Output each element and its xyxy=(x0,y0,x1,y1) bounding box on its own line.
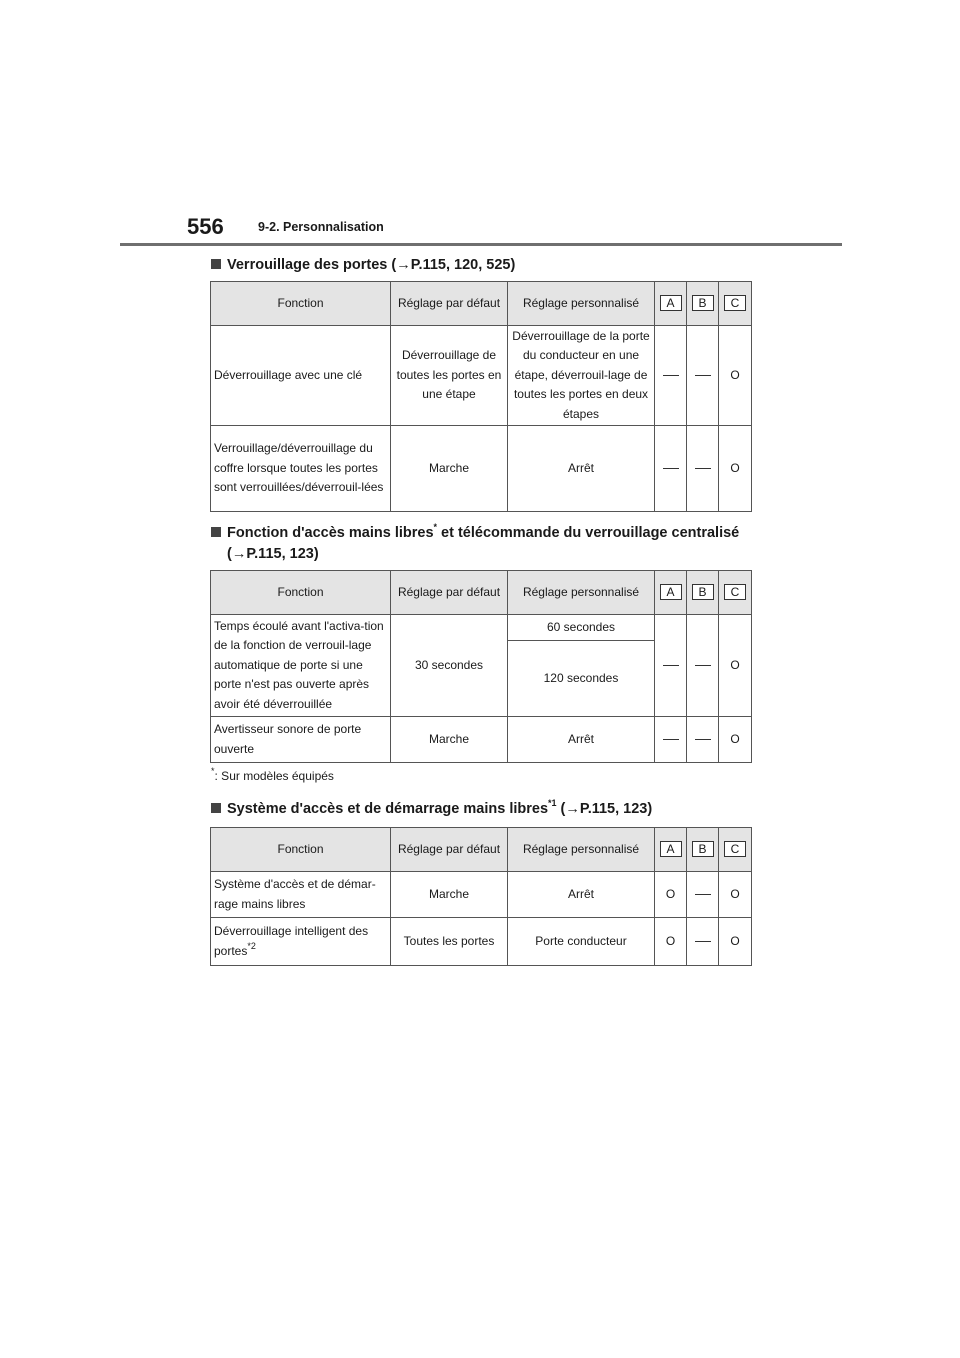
arrow-icon: → xyxy=(565,801,580,817)
col-header-b: B xyxy=(687,282,719,326)
table-header-row xyxy=(211,828,752,872)
arrow-icon: → xyxy=(396,257,411,273)
table-smart-entry xyxy=(210,827,752,966)
cell-c: O xyxy=(719,426,752,512)
cell-c: O xyxy=(719,872,752,918)
cell-custom: Arrêt xyxy=(508,872,655,918)
section-heading-smart-entry: Système d'accès et de démarrage mains libres$^{*1}$ (→P.115, 123) xyxy=(211,799,771,820)
cell-default: Marche xyxy=(391,872,508,918)
cell-b xyxy=(687,918,719,966)
cell-custom: Déverrouillage de la porte du conducteur en une étape, déverrouil-lage de toutes les portes en deux étapes xyxy=(508,326,655,426)
square-bullet-icon xyxy=(211,803,221,813)
table-header-row xyxy=(211,571,752,615)
table-row xyxy=(211,918,752,966)
col-header-function: Fonction xyxy=(211,828,391,872)
col-header-a: A xyxy=(655,282,687,326)
col-header-custom: Réglage personnalisé xyxy=(508,282,655,326)
col-header-a: A xyxy=(655,571,687,615)
table-door-lock xyxy=(210,281,752,512)
header-rule xyxy=(120,243,842,246)
cell-a: O xyxy=(655,872,687,918)
table-keyless xyxy=(210,570,752,763)
cell-custom: Arrêt xyxy=(508,717,655,763)
em-dash-icon xyxy=(663,375,679,376)
cell-function: Déverrouillage intelligent des portes$^{*2}$ xyxy=(211,918,391,966)
cell-custom: Porte conducteur xyxy=(508,918,655,966)
cell-a xyxy=(655,615,687,717)
em-dash-icon xyxy=(695,941,711,942)
cell-b xyxy=(687,426,719,512)
col-header-custom: Réglage personnalisé xyxy=(508,571,655,615)
cell-default: Déverrouillage de toutes les portes en une étape xyxy=(391,326,508,426)
col-header-b: B xyxy=(687,571,719,615)
cell-c: O xyxy=(719,918,752,966)
em-dash-icon xyxy=(695,375,711,376)
cell-a xyxy=(655,717,687,763)
em-dash-icon xyxy=(695,665,711,666)
cell-function: Temps écoulé avant l'activa-tion de la fonction de verrouil-lage automatique de porte si une porte n'est pas ouverte après avoir été déverrouillée xyxy=(211,615,391,717)
cell-default: Marche xyxy=(391,717,508,763)
section-heading-keyless: Fonction d'accès mains libres* et télécommande du verrouillage centralisé (→P.115, 123) xyxy=(211,523,771,565)
cell-b xyxy=(687,872,719,918)
cell-default: 30 secondes xyxy=(391,615,508,717)
col-header-default: Réglage par défaut xyxy=(391,282,508,326)
col-header-a: A xyxy=(655,828,687,872)
cell-b xyxy=(687,717,719,763)
cell-default: Toutes les portes xyxy=(391,918,508,966)
col-header-b: B xyxy=(687,828,719,872)
section-heading-door-lock: Verrouillage des portes (→P.115, 120, 525) xyxy=(211,255,771,276)
cell-function: Déverrouillage avec une clé xyxy=(211,326,391,426)
table-row xyxy=(211,615,752,641)
col-header-function: Fonction xyxy=(211,282,391,326)
table-header-row xyxy=(211,282,752,326)
square-bullet-icon xyxy=(211,527,221,537)
em-dash-icon xyxy=(695,739,711,740)
cell-function: Système d'accès et de démar-rage mains libres xyxy=(211,872,391,918)
cell-b xyxy=(687,326,719,426)
col-header-default: Réglage par défaut xyxy=(391,828,508,872)
col-header-c: C xyxy=(719,828,752,872)
chapter-title: 9-2. Personnalisation xyxy=(258,220,384,234)
col-header-c: C xyxy=(719,282,752,326)
em-dash-icon xyxy=(695,468,711,469)
table-row xyxy=(211,426,752,512)
cell-function: Verrouillage/déverrouillage du coffre lorsque toutes les portes sont verrouillées/déverrouil-lées xyxy=(211,426,391,512)
cell-a: O xyxy=(655,918,687,966)
em-dash-icon xyxy=(663,739,679,740)
em-dash-icon xyxy=(695,894,711,895)
col-header-custom: Réglage personnalisé xyxy=(508,828,655,872)
cell-function: Avertisseur sonore de porte ouverte xyxy=(211,717,391,763)
cell-default: Marche xyxy=(391,426,508,512)
cell-c: O xyxy=(719,326,752,426)
square-bullet-icon xyxy=(211,259,221,269)
table-row xyxy=(211,872,752,918)
cell-b xyxy=(687,615,719,717)
col-header-function: Fonction xyxy=(211,571,391,615)
cell-c: O xyxy=(719,717,752,763)
page-number: 556 xyxy=(187,214,224,239)
cell-custom: 120 secondes xyxy=(508,641,655,717)
table-row xyxy=(211,326,752,426)
cell-custom: Arrêt xyxy=(508,426,655,512)
footnote: *: Sur modèles équipés xyxy=(211,766,334,783)
em-dash-icon xyxy=(663,468,679,469)
col-header-c: C xyxy=(719,571,752,615)
cell-a xyxy=(655,326,687,426)
cell-c: O xyxy=(719,615,752,717)
cell-custom: 60 secondes xyxy=(508,615,655,641)
em-dash-icon xyxy=(663,665,679,666)
arrow-icon: → xyxy=(231,546,247,562)
cell-a xyxy=(655,426,687,512)
table-row xyxy=(211,717,752,763)
col-header-default: Réglage par défaut xyxy=(391,571,508,615)
